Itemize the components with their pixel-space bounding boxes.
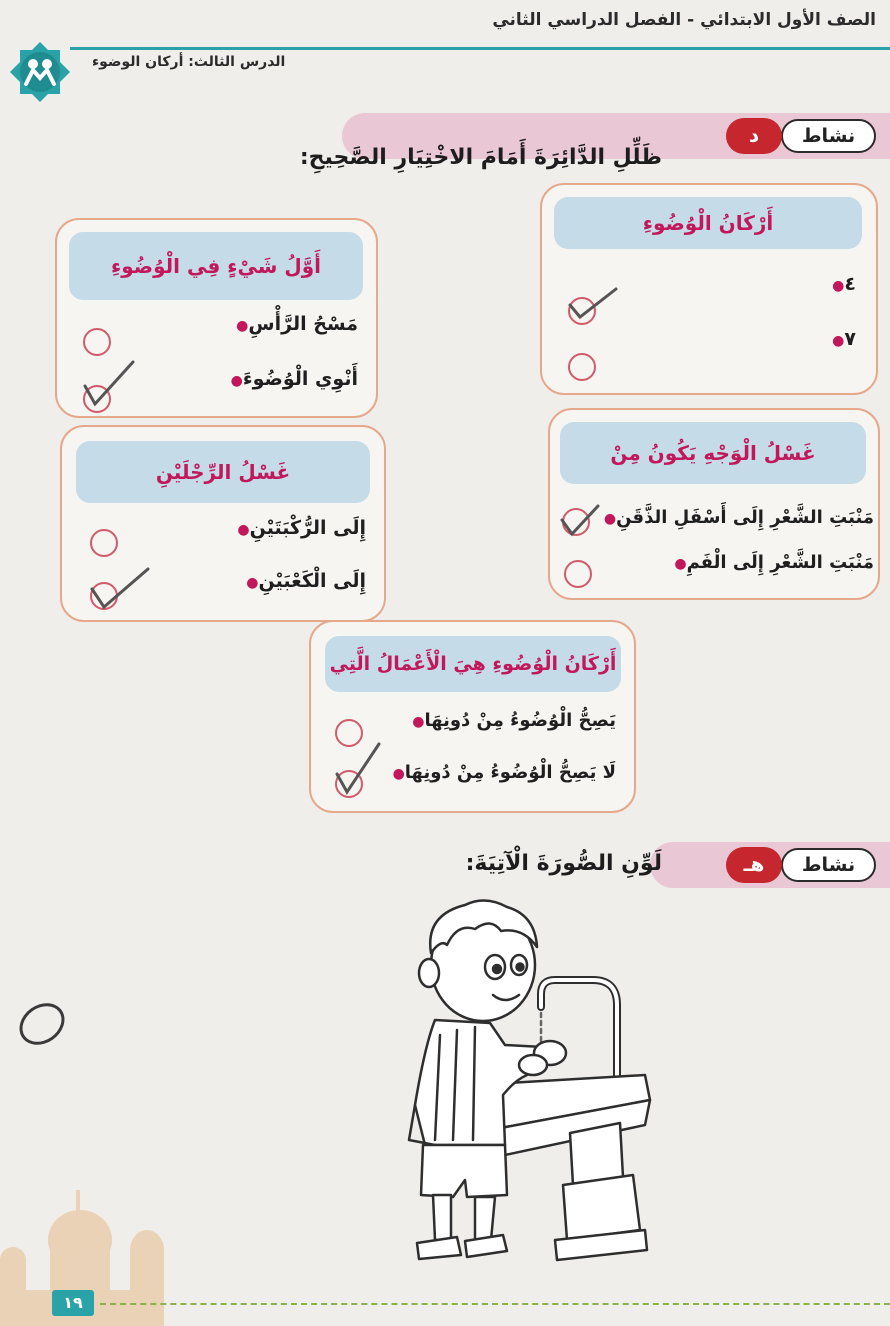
bullet-icon: ● xyxy=(412,714,425,730)
activity-h-bar xyxy=(650,842,890,888)
activity-h-tag: نشاط xyxy=(781,848,876,882)
header-rule xyxy=(70,47,890,50)
question-card-pillars-count xyxy=(540,183,878,395)
bullet-icon: ● xyxy=(832,278,845,294)
question-card-feet-washing xyxy=(60,425,386,622)
page-number: ١٩ xyxy=(52,1290,94,1316)
question-title: أَرْكَانُ الْوُضُوءِ xyxy=(554,197,862,249)
question-title: أَرْكَانُ الْوُضُوءِ هِيَ الْأَعْمَالُ الَّتِي xyxy=(325,636,621,692)
option-valid-without: يَصِحُّ الْوُضُوءُ مِنْ دُونِهَا● xyxy=(412,710,616,731)
activity-h-letter: هـ xyxy=(726,847,782,883)
bullet-icon: ● xyxy=(237,522,250,538)
question-card-pillars-definition xyxy=(309,620,636,813)
activity-d-instruction: ظَلِّلِ الدَّائِرَةَ أَمَامَ الاخْتِيَارِ الصَّحِيحِ: xyxy=(299,145,662,170)
boy-washing-hands-illustration xyxy=(395,895,665,1275)
option-4: ٤● xyxy=(832,273,856,295)
checkmark-icon xyxy=(558,500,602,540)
bullet-icon: ● xyxy=(832,333,845,349)
activity-h-instruction: لَوِّنِ الصُّورَةَ الْآتِيَةَ: xyxy=(465,851,662,876)
footer-dashed-rule xyxy=(100,1303,890,1305)
checkmark-icon xyxy=(564,283,620,323)
bullet-icon: ● xyxy=(603,511,617,527)
answer-circle[interactable] xyxy=(90,529,118,557)
answer-circle[interactable] xyxy=(83,328,111,356)
option-to-ankles: إِلَى الْكَعْبَيْنِ● xyxy=(246,570,366,592)
bullet-icon: ● xyxy=(230,373,243,389)
bullet-icon: ● xyxy=(674,556,687,572)
question-card-first-step xyxy=(55,218,378,418)
question-card-face-washing xyxy=(548,408,880,600)
question-title: أَوَّلُ شَيْءٍ فِي الْوُضُوءِ xyxy=(69,232,363,300)
question-title: غَسْلُ الرِّجْلَيْنِ xyxy=(76,441,370,503)
bullet-icon: ● xyxy=(236,318,249,334)
option-to-knees: إِلَى الرُّكْبَتَيْنِ● xyxy=(237,517,366,539)
activity-d-letter: د xyxy=(726,118,782,154)
checkmark-icon xyxy=(79,356,139,412)
bullet-icon: ● xyxy=(246,575,259,591)
pencil-oval-mark xyxy=(11,995,72,1054)
option-7: ٧● xyxy=(832,328,856,350)
activity-d-tag: نشاط xyxy=(781,119,876,153)
lesson-title: الدرس الثالث: أركان الوضوء xyxy=(92,54,286,70)
option-to-mouth: مَنْبَتِ الشَّعْرِ إِلَى الْفَمِ● xyxy=(674,552,874,573)
answer-circle[interactable] xyxy=(568,353,596,381)
option-to-chin: مَنْبَتِ الشَّعْرِ إِلَى أَسْفَلِ الذَّقَنِ● xyxy=(603,507,874,528)
option-wipe-head: مَسْحُ الرَّأْسِ● xyxy=(236,313,358,335)
bullet-icon: ● xyxy=(392,766,405,782)
question-title: غَسْلُ الْوَجْهِ يَكُونُ مِنْ xyxy=(560,422,866,484)
children-logo-icon xyxy=(8,40,72,104)
option-intend-ablution: أَنْوِي الْوُضُوءَ● xyxy=(230,368,358,390)
option-invalid-without: لَا يَصِحُّ الْوُضُوءُ مِنْ دُونِهَا● xyxy=(392,762,616,783)
checkmark-icon xyxy=(86,563,154,613)
checkmark-icon xyxy=(333,740,383,798)
answer-circle[interactable] xyxy=(564,560,592,588)
grade-heading: الصف الأول الابتدائي - الفصل الدراسي الثاني xyxy=(492,10,876,30)
